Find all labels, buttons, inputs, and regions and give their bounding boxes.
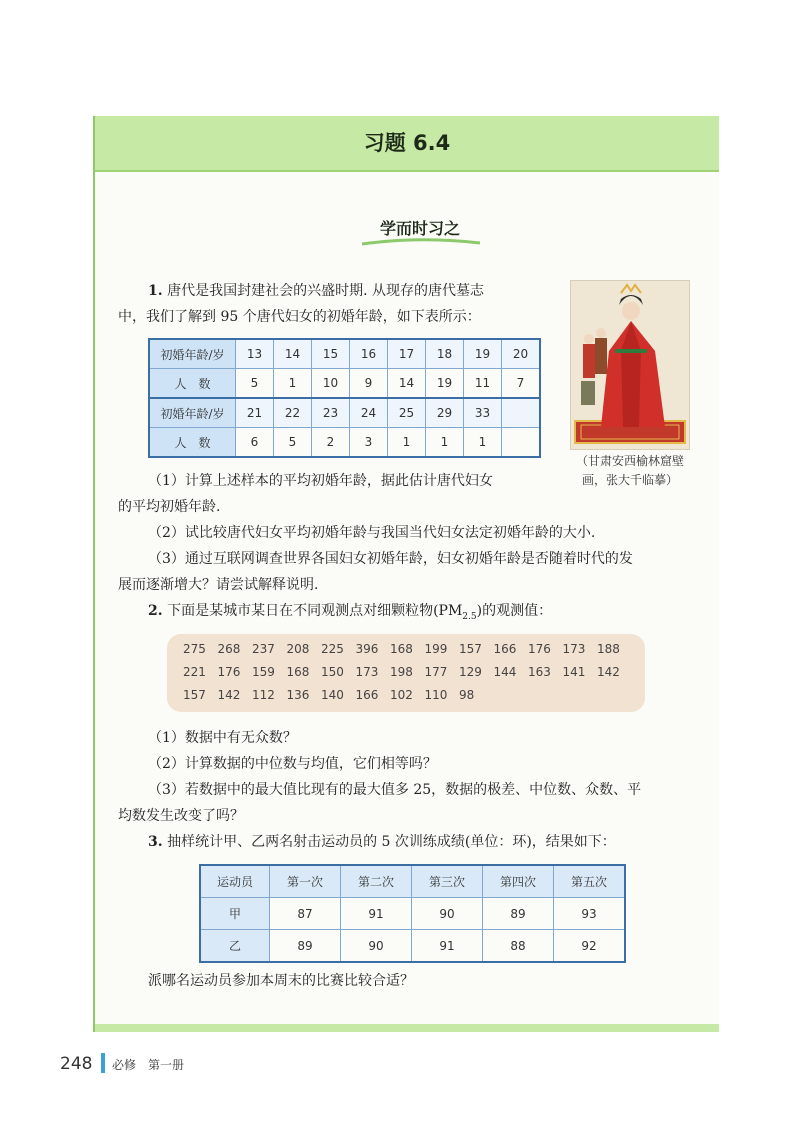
q3-question: 派哪名运动员参加本周末的比赛比较合适？ <box>148 973 414 989</box>
data-value: 141 <box>562 665 586 679</box>
data-value: 157 <box>183 688 206 702</box>
table-cell: 93 <box>554 898 626 930</box>
table-cell: 19 <box>426 369 464 399</box>
book-title: 必修 第一册 <box>112 1058 185 1072</box>
table-cell: 1 <box>274 369 312 399</box>
table-cell <box>502 398 541 428</box>
data-value: 275 <box>183 642 206 656</box>
q2-intro-b: )的观测值： <box>476 603 553 619</box>
table-cell: 87 <box>270 898 341 930</box>
table-cell: 91 <box>412 930 483 963</box>
data-value: 144 <box>493 665 517 679</box>
exercise-title: 习题 6.4 <box>363 131 451 155</box>
mural-caption <box>565 452 695 490</box>
data-value: 168 <box>390 642 413 656</box>
data-value: 199 <box>424 642 448 656</box>
q1-sub3-line1: （3）通过互联网调查世界各国妇女初婚年龄，妇女初婚年龄是否随着时代的发 <box>148 551 633 567</box>
athlete-name: 甲 <box>200 898 270 930</box>
data-value: 188 <box>597 642 620 656</box>
data-value: 177 <box>424 665 448 679</box>
q2-sub3-line2: 均数发生改变了吗？ <box>118 808 244 824</box>
q2-intro <box>148 598 552 630</box>
data-value: 166 <box>493 642 517 656</box>
q1-line1: 唐代是我国封建社会的兴盛时期. 从现存的唐代墓志 <box>167 283 484 299</box>
data-row-3 <box>183 688 494 702</box>
table-header-cell: 第五次 <box>554 865 626 898</box>
data-value: 142 <box>597 665 620 679</box>
mural-illustration <box>571 281 689 449</box>
q3-intro-text: 抽样统计甲、乙两名射击运动员的 5 次训练成绩(单位：环)，结果如下： <box>167 834 616 850</box>
data-value: 268 <box>217 642 241 656</box>
table-cell: 29 <box>426 398 464 428</box>
data-value: 225 <box>321 642 344 656</box>
table-cell: 19 <box>464 339 502 369</box>
table-cell <box>502 428 541 458</box>
data-value: 176 <box>217 665 241 679</box>
data-value: 173 <box>355 665 379 679</box>
table-cell: 3 <box>350 428 388 458</box>
count-label: 人 数 <box>149 428 236 458</box>
q1-sub3-line2: 展而逐渐增大？请尝试解释说明. <box>118 577 319 593</box>
table-header-cell: 第二次 <box>341 865 412 898</box>
table-row <box>149 398 540 428</box>
table-header-row <box>200 865 625 898</box>
tang-mural-image <box>570 280 690 450</box>
table-cell: 23 <box>312 398 350 428</box>
table-cell: 11 <box>464 369 502 399</box>
q2-intro-sub: 2.5 <box>462 611 477 622</box>
page-number: 248 <box>60 1054 93 1074</box>
data-value: 140 <box>321 688 344 702</box>
table-cell: 16 <box>350 339 388 369</box>
title-band <box>95 116 719 172</box>
data-value: 237 <box>252 642 275 656</box>
section-subhead: 学而时习之 <box>379 219 460 238</box>
q1-sub1-line1: （1）计算上述样本的平均初婚年龄，据此估计唐代妇女 <box>148 473 493 489</box>
data-value: 176 <box>528 642 551 656</box>
table-cell: 14 <box>274 339 312 369</box>
q1-sub2: （2）试比较唐代妇女平均初婚年龄与我国当代妇女法定初婚年龄的大小. <box>148 525 596 541</box>
table-cell: 90 <box>341 930 412 963</box>
data-value: 208 <box>286 642 310 656</box>
marriage-age-table <box>148 338 541 458</box>
data-value: 173 <box>562 642 586 656</box>
count-label: 人 数 <box>149 369 236 399</box>
q1-number: 1. <box>148 283 163 299</box>
table-cell: 2 <box>312 428 350 458</box>
table-cell: 17 <box>388 339 426 369</box>
q2-sub1: （1）数据中有无众数？ <box>148 730 297 746</box>
table-cell: 91 <box>341 898 412 930</box>
table-header-cell: 运动员 <box>200 865 270 898</box>
table-cell: 22 <box>274 398 312 428</box>
table-cell: 7 <box>502 369 541 399</box>
table-cell: 5 <box>274 428 312 458</box>
shooting-scores-table <box>199 864 626 963</box>
q3-intro <box>148 829 616 855</box>
table-row <box>200 930 625 963</box>
table-cell: 1 <box>426 428 464 458</box>
table-row <box>149 339 540 369</box>
table-row <box>200 898 625 930</box>
table-cell: 21 <box>236 398 274 428</box>
data-value: 98 <box>459 688 475 702</box>
athlete-name: 乙 <box>200 930 270 963</box>
table-row <box>149 428 540 458</box>
data-value: 157 <box>459 642 482 656</box>
pm25-data-box <box>167 634 645 712</box>
table-cell: 1 <box>464 428 502 458</box>
data-row-2 <box>183 665 632 679</box>
table-row <box>149 369 540 399</box>
q2-sub2: （2）计算数据的中位数与均值，它们相等吗？ <box>148 756 437 772</box>
data-value: 159 <box>252 665 275 679</box>
q2-number: 2. <box>148 603 163 619</box>
table-cell: 25 <box>388 398 426 428</box>
table-cell: 13 <box>236 339 274 369</box>
data-value: 142 <box>217 688 241 702</box>
exercise-panel <box>93 116 719 1032</box>
data-value: 396 <box>355 642 379 656</box>
age-label: 初婚年龄/岁 <box>149 339 236 369</box>
caption-line: 画，张大千临摹） <box>581 473 678 487</box>
q2-intro-a: 下面是某城市某日在不同观测点对细颗粒物(PM <box>167 603 463 619</box>
table-cell: 9 <box>350 369 388 399</box>
data-value: 198 <box>390 665 413 679</box>
table-cell: 14 <box>388 369 426 399</box>
subhead-swoosh <box>360 238 482 246</box>
data-value: 166 <box>355 688 379 702</box>
table-cell: 88 <box>483 930 554 963</box>
table-cell: 15 <box>312 339 350 369</box>
q3-number: 3. <box>148 834 163 850</box>
age-label: 初婚年龄/岁 <box>149 398 236 428</box>
table-cell: 89 <box>483 898 554 930</box>
data-row-1 <box>183 642 632 656</box>
table-header-cell: 第三次 <box>412 865 483 898</box>
data-value: 136 <box>286 688 310 702</box>
data-value: 110 <box>424 688 448 702</box>
table-cell: 6 <box>236 428 274 458</box>
data-value: 150 <box>321 665 344 679</box>
table-header-cell: 第四次 <box>483 865 554 898</box>
table-cell: 92 <box>554 930 626 963</box>
table-cell: 1 <box>388 428 426 458</box>
q1-line2: 中，我们了解到 95 个唐代妇女的初婚年龄，如下表所示： <box>118 309 481 325</box>
table-cell: 5 <box>236 369 274 399</box>
table-cell: 10 <box>312 369 350 399</box>
q2-sub3-line1: （3）若数据中的最大值比现有的最大值多 25，数据的极差、中位数、众数、平 <box>148 782 642 798</box>
table-header-cell: 第一次 <box>270 865 341 898</box>
data-value: 168 <box>286 665 310 679</box>
page-number-bar <box>101 1053 105 1073</box>
table-cell: 18 <box>426 339 464 369</box>
data-value: 112 <box>252 688 275 702</box>
caption-line: （甘肃安西榆林窟壁 <box>575 454 684 468</box>
table-cell: 24 <box>350 398 388 428</box>
table-cell: 89 <box>270 930 341 963</box>
table-cell: 90 <box>412 898 483 930</box>
q1-text-line1 <box>148 278 484 304</box>
table-cell: 20 <box>502 339 541 369</box>
table-cell: 33 <box>464 398 502 428</box>
data-value: 221 <box>183 665 206 679</box>
data-value: 163 <box>528 665 551 679</box>
data-value: 102 <box>390 688 413 702</box>
q1-sub1-line2: 的平均初婚年龄. <box>118 499 221 515</box>
bottom-band <box>95 1024 719 1032</box>
data-value: 129 <box>459 665 482 679</box>
